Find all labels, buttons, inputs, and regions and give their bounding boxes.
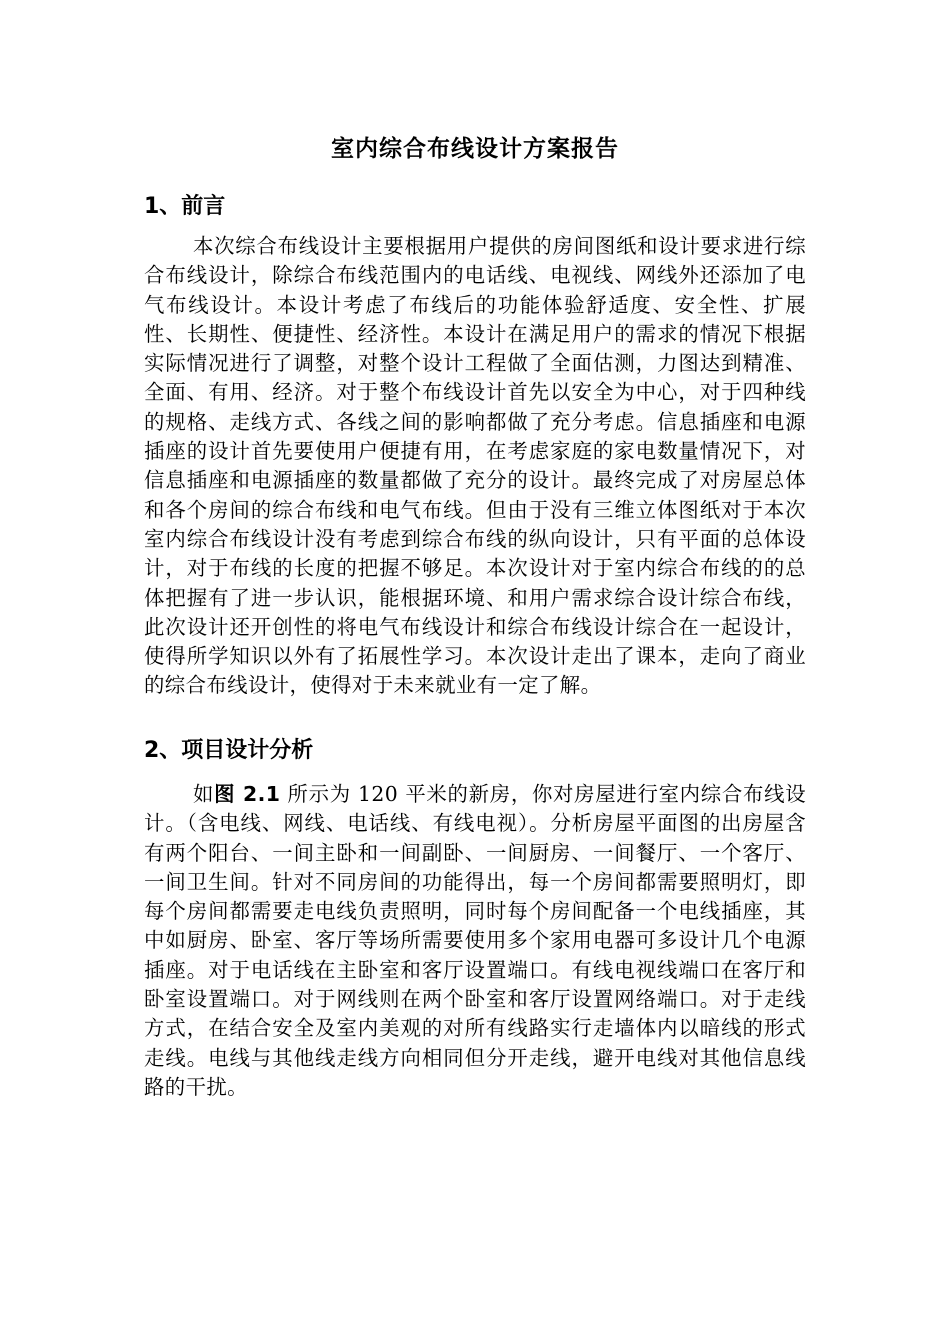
figure-reference: 图 2.1 <box>214 782 281 806</box>
analysis-text: 所示为 120 平米的新房，你对房屋进行室内综合布线设计。（含电线、网线、电话线、有线电视）。分析房屋平面图的出房屋含有两个阳台、一间主卧和一间副卧、一间厨房、一间餐厅、一个客厅、一间卫生间。针对不同房间的功能得出，每一个房间都需要照明灯，即每个房间都需要走电线负责照明，同时每个房间配备一个电线插座，其中如厨房、卧室、客厅等场所需要使用多个家用电器可多设计几个电源插座。对于电话线在主卧室和客厅设置端口。有线电视线端口在客厅和卧室设置端口。对于网线则在两个卧室和客厅设置网络端口。对于走线方式，在结合安全及室内美观的对所有线路实行走墙体内以暗线的形式走线。电线与其他线走线方向相同但分开走线，避开电线对其他信息线路的干扰。 <box>144 782 806 1099</box>
analysis-text-prefix: 如 <box>192 782 215 806</box>
section-paragraph-preface <box>144 232 806 701</box>
document-title: 室内综合布线设计方案报告 <box>331 136 619 162</box>
preface-text: 本次综合布线设计主要根据用户提供的房间图纸和设计要求进行综合布线设计，除综合布线范围内的电话线、电视线、网线外还添加了电气布线设计。本设计考虑了布线后的功能体验舒适度、安全性、扩展性、长期性、便捷性、经济性。本设计在满足用户的需求的情况下根据实际情况进行了调整，对整个设计工程做了全面估测，力图达到精准、全面、有用、经济。对于整个布线设计首先以安全为中心，对于四种线的规格、走线方式、各线之间的影响都做了充分考虑。信息插座和电源插座的设计首先要使用户便捷有用，在考虑家庭的家电数量情况下，对信息插座和电源插座的数量都做了充分的设计。最终完成了对房屋总体和各个房间的综合布线和电气布线。但由于没有三维立体图纸对于本次室内综合布线设计没有考虑到综合布线的纵向设计，只有平面的总体设计，对于布线的长度的把握不够足。本次设计对于室内综合布线的的总体把握有了进一步认识，能根据环境、和用户需求综合设计综合布线，此次设计还开创性的将电气布线设计和综合布线设计综合在一起设计，使得所学知识以外有了拓展性学习。本次设计走出了课本，走向了商业的综合布线设计，使得对于未来就业有一定了解。 <box>144 234 806 698</box>
section-paragraph-analysis <box>144 780 806 1102</box>
section-heading-analysis: 2、项目设计分析 <box>144 738 314 763</box>
section-heading-preface: 1、前言 <box>144 194 226 219</box>
